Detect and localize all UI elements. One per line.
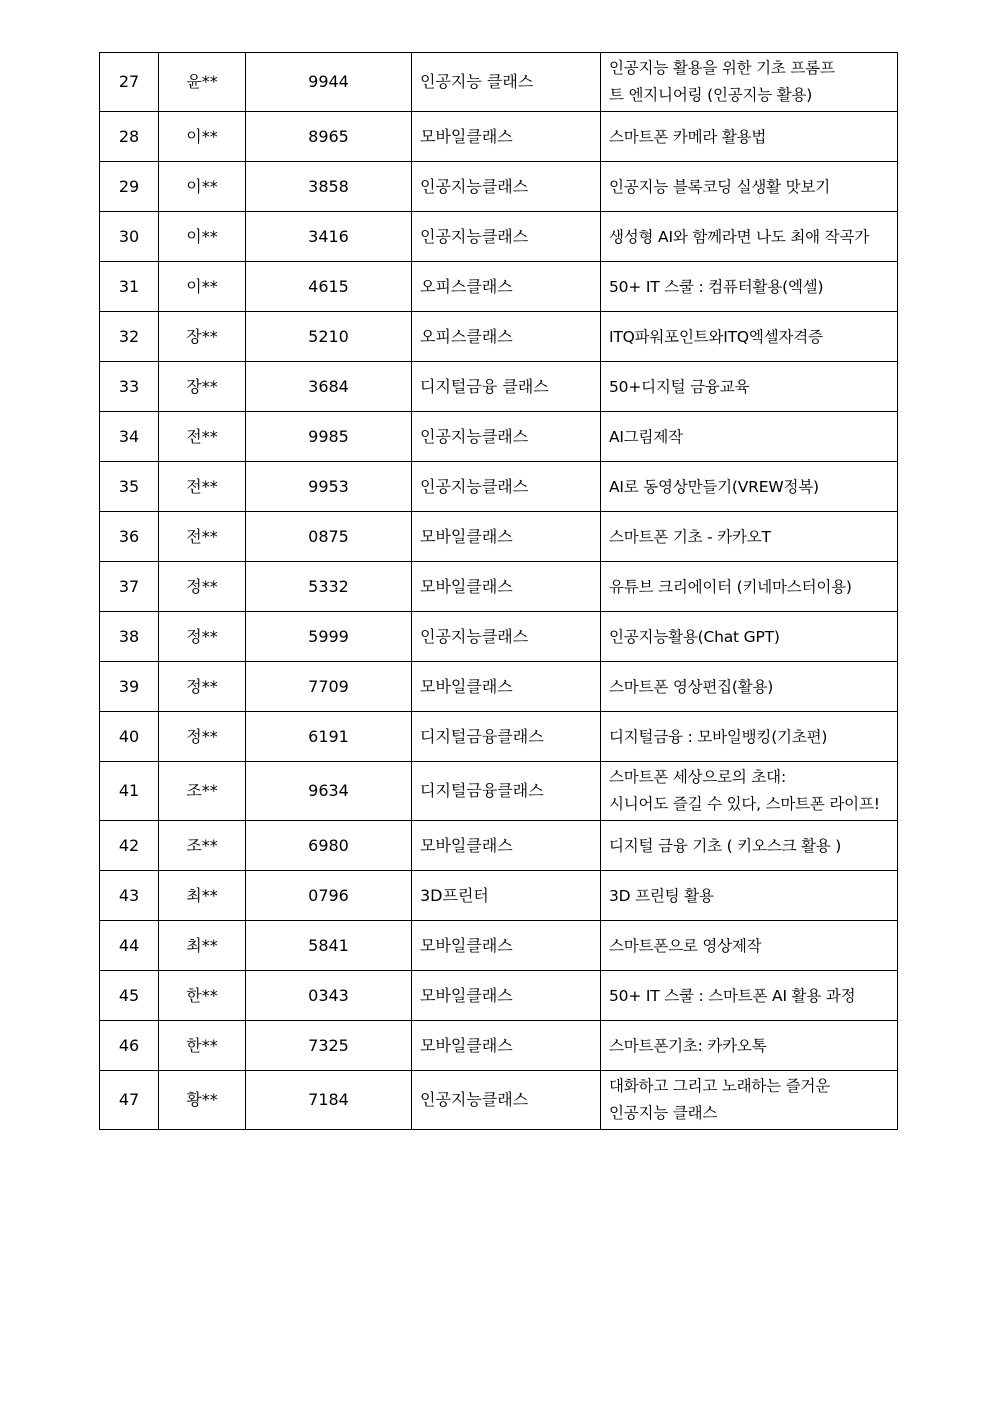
course-title-cell: 인공지능활용(Chat GPT) xyxy=(601,612,898,662)
row-number-cell: 28 xyxy=(100,112,159,162)
participant-code-cell: 5841 xyxy=(246,921,412,971)
participant-name-cell: 이** xyxy=(159,162,246,212)
table-row xyxy=(100,1021,898,1071)
table-row xyxy=(100,662,898,712)
row-number-cell: 41 xyxy=(100,762,159,821)
row-number-cell: 38 xyxy=(100,612,159,662)
participant-code-cell: 7709 xyxy=(246,662,412,712)
participant-code-cell: 9944 xyxy=(246,53,412,112)
class-category-cell: 디지털금융 클래스 xyxy=(412,362,601,412)
row-number-cell: 34 xyxy=(100,412,159,462)
participant-code-cell: 9985 xyxy=(246,412,412,462)
participant-code-cell: 0875 xyxy=(246,512,412,562)
class-category-cell: 3D프린터 xyxy=(412,871,601,921)
participant-name-cell: 정** xyxy=(159,562,246,612)
participant-table-body xyxy=(100,53,898,1130)
class-category-cell: 모바일클래스 xyxy=(412,821,601,871)
table-row xyxy=(100,462,898,512)
table-row xyxy=(100,871,898,921)
row-number-cell: 42 xyxy=(100,821,159,871)
participant-code-cell: 0343 xyxy=(246,971,412,1021)
class-category-cell: 오피스클래스 xyxy=(412,312,601,362)
participant-name-cell: 최** xyxy=(159,871,246,921)
class-category-cell: 디지털금융클래스 xyxy=(412,712,601,762)
course-title-cell: 생성형 AI와 함께라면 나도 최애 작곡가 xyxy=(601,212,898,262)
course-title-cell: 디지털 금융 기초 ( 키오스크 활용 ) xyxy=(601,821,898,871)
participant-name-cell: 전** xyxy=(159,462,246,512)
class-category-cell: 모바일클래스 xyxy=(412,1021,601,1071)
participant-code-cell: 8965 xyxy=(246,112,412,162)
row-number-cell: 45 xyxy=(100,971,159,1021)
participant-name-cell: 최** xyxy=(159,921,246,971)
participant-code-cell: 4615 xyxy=(246,262,412,312)
class-category-cell: 오피스클래스 xyxy=(412,262,601,312)
course-title-cell: 스마트폰 기초 - 카카오T xyxy=(601,512,898,562)
participant-name-cell: 정** xyxy=(159,662,246,712)
table-row xyxy=(100,712,898,762)
course-title-cell: 스마트폰으로 영상제작 xyxy=(601,921,898,971)
course-title-cell: AI로 동영상만들기(VREW정복) xyxy=(601,462,898,512)
table-row xyxy=(100,612,898,662)
table-row xyxy=(100,212,898,262)
participant-name-cell: 이** xyxy=(159,112,246,162)
table-row xyxy=(100,162,898,212)
table-row xyxy=(100,312,898,362)
participant-name-cell: 조** xyxy=(159,821,246,871)
row-number-cell: 47 xyxy=(100,1071,159,1130)
row-number-cell: 30 xyxy=(100,212,159,262)
class-category-cell: 인공지능클래스 xyxy=(412,162,601,212)
course-title-cell: 50+ IT 스쿨 : 컴퓨터활용(엑셀) xyxy=(601,262,898,312)
table-row xyxy=(100,762,898,821)
row-number-cell: 27 xyxy=(100,53,159,112)
table-row xyxy=(100,1071,898,1130)
participant-name-cell: 장** xyxy=(159,362,246,412)
table-row xyxy=(100,112,898,162)
course-title-cell: 50+ IT 스쿨 : 스마트폰 AI 활용 과정 xyxy=(601,971,898,1021)
participant-name-cell: 한** xyxy=(159,971,246,1021)
class-category-cell: 모바일클래스 xyxy=(412,512,601,562)
course-title-cell: 스마트폰 세상으로의 초대: 시니어도 즐길 수 있다, 스마트폰 라이프! xyxy=(601,762,898,821)
table-row xyxy=(100,262,898,312)
participant-code-cell: 5999 xyxy=(246,612,412,662)
participant-code-cell: 5210 xyxy=(246,312,412,362)
table-row xyxy=(100,971,898,1021)
course-title-cell: 스마트폰기초: 카카오톡 xyxy=(601,1021,898,1071)
course-title-cell: 스마트폰 영상편집(활용) xyxy=(601,662,898,712)
participant-code-cell: 5332 xyxy=(246,562,412,612)
participant-name-cell: 한** xyxy=(159,1021,246,1071)
course-title-cell: 50+디지털 금융교육 xyxy=(601,362,898,412)
table-row xyxy=(100,362,898,412)
row-number-cell: 43 xyxy=(100,871,159,921)
participant-name-cell: 정** xyxy=(159,712,246,762)
table-row xyxy=(100,921,898,971)
participant-name-cell: 황** xyxy=(159,1071,246,1130)
class-category-cell: 모바일클래스 xyxy=(412,662,601,712)
participant-code-cell: 6980 xyxy=(246,821,412,871)
participant-code-cell: 3684 xyxy=(246,362,412,412)
course-title-cell: 유튜브 크리에이터 (키네마스터이용) xyxy=(601,562,898,612)
course-title-cell: 3D 프린팅 활용 xyxy=(601,871,898,921)
table-row xyxy=(100,53,898,112)
participant-code-cell: 7325 xyxy=(246,1021,412,1071)
class-category-cell: 인공지능클래스 xyxy=(412,1071,601,1130)
table-row xyxy=(100,412,898,462)
participant-name-cell: 조** xyxy=(159,762,246,821)
table-row xyxy=(100,562,898,612)
row-number-cell: 39 xyxy=(100,662,159,712)
class-category-cell: 디지털금융클래스 xyxy=(412,762,601,821)
class-category-cell: 인공지능클래스 xyxy=(412,212,601,262)
row-number-cell: 32 xyxy=(100,312,159,362)
row-number-cell: 35 xyxy=(100,462,159,512)
course-title-cell: 인공지능 블록코딩 실생활 맛보기 xyxy=(601,162,898,212)
participant-name-cell: 이** xyxy=(159,262,246,312)
participant-code-cell: 3858 xyxy=(246,162,412,212)
class-category-cell: 인공지능클래스 xyxy=(412,612,601,662)
row-number-cell: 33 xyxy=(100,362,159,412)
participant-table xyxy=(99,52,898,1130)
course-title-cell: 인공지능 활용을 위한 기초 프롬프 트 엔지니어링 (인공지능 활용) xyxy=(601,53,898,112)
participant-code-cell: 0796 xyxy=(246,871,412,921)
course-title-cell: 디지털금융 : 모바일뱅킹(기초편) xyxy=(601,712,898,762)
class-category-cell: 인공지능 클래스 xyxy=(412,53,601,112)
course-title-cell: 스마트폰 카메라 활용법 xyxy=(601,112,898,162)
class-category-cell: 모바일클래스 xyxy=(412,971,601,1021)
row-number-cell: 31 xyxy=(100,262,159,312)
participant-code-cell: 6191 xyxy=(246,712,412,762)
class-category-cell: 인공지능클래스 xyxy=(412,412,601,462)
row-number-cell: 29 xyxy=(100,162,159,212)
participant-code-cell: 3416 xyxy=(246,212,412,262)
participant-name-cell: 장** xyxy=(159,312,246,362)
class-category-cell: 모바일클래스 xyxy=(412,562,601,612)
participant-code-cell: 9953 xyxy=(246,462,412,512)
participant-name-cell: 윤** xyxy=(159,53,246,112)
row-number-cell: 44 xyxy=(100,921,159,971)
table-row xyxy=(100,512,898,562)
course-title-cell: AI그림제작 xyxy=(601,412,898,462)
course-title-cell: 대화하고 그리고 노래하는 즐거운 인공지능 클래스 xyxy=(601,1071,898,1130)
row-number-cell: 40 xyxy=(100,712,159,762)
course-title-cell: ITQ파워포인트와ITQ엑셀자격증 xyxy=(601,312,898,362)
table-row xyxy=(100,821,898,871)
class-category-cell: 모바일클래스 xyxy=(412,921,601,971)
row-number-cell: 37 xyxy=(100,562,159,612)
participant-name-cell: 정** xyxy=(159,612,246,662)
participant-name-cell: 이** xyxy=(159,212,246,262)
row-number-cell: 36 xyxy=(100,512,159,562)
participant-name-cell: 전** xyxy=(159,412,246,462)
row-number-cell: 46 xyxy=(100,1021,159,1071)
class-category-cell: 모바일클래스 xyxy=(412,112,601,162)
participant-code-cell: 9634 xyxy=(246,762,412,821)
participant-name-cell: 전** xyxy=(159,512,246,562)
participant-code-cell: 7184 xyxy=(246,1071,412,1130)
class-category-cell: 인공지능클래스 xyxy=(412,462,601,512)
